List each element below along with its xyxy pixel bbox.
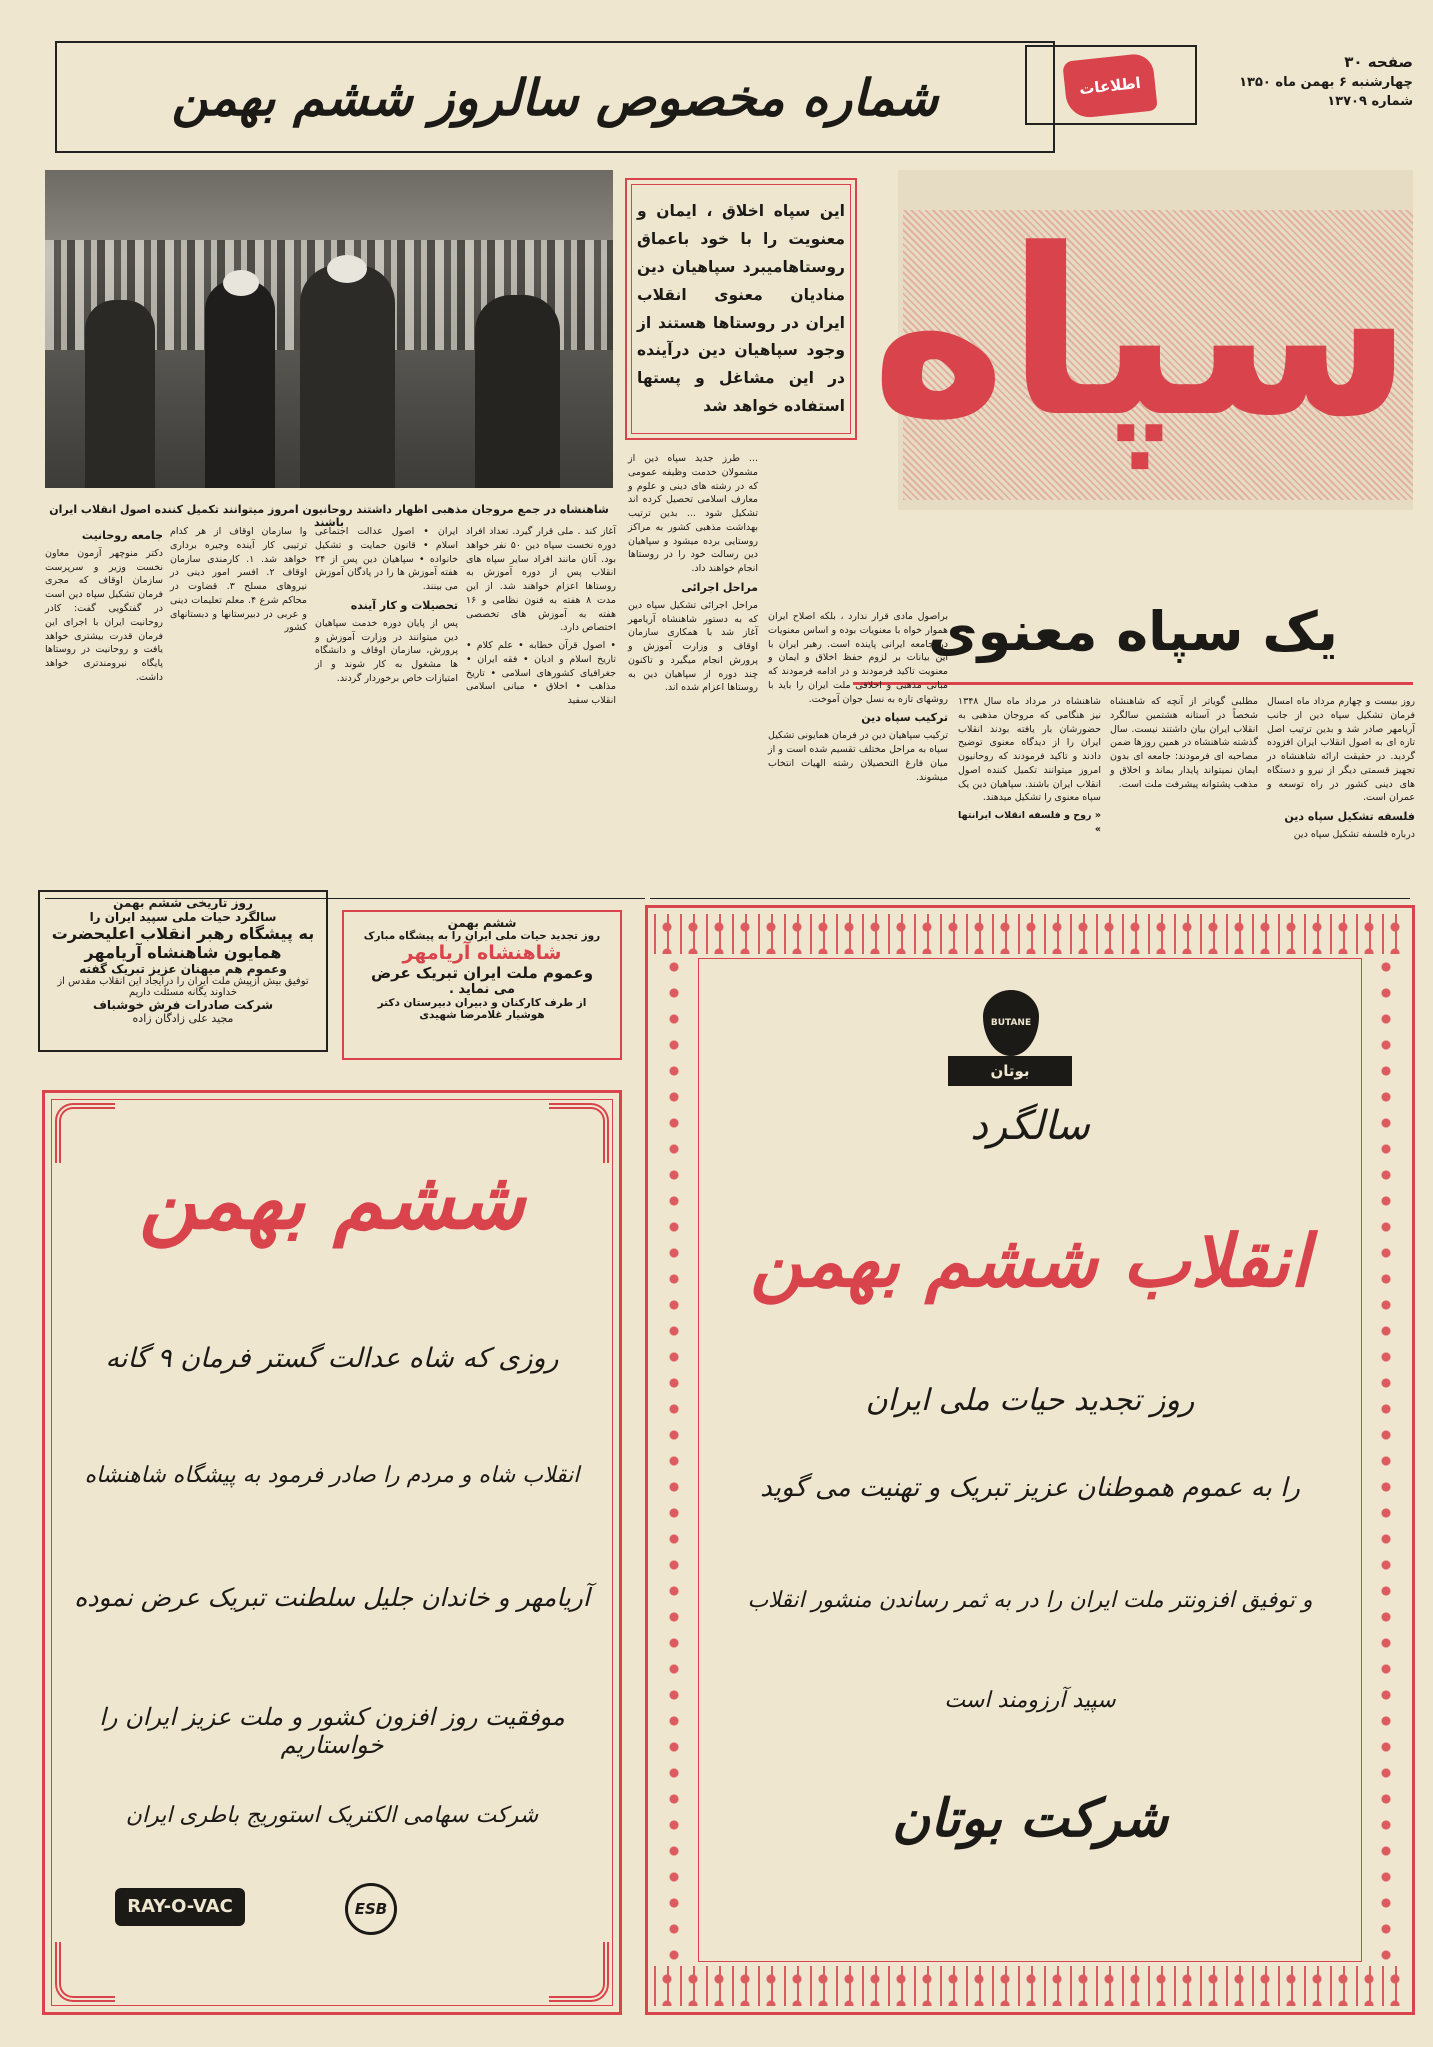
rayovac-logo: RAY-O-VAC <box>115 1888 245 1926</box>
ornament-border-left <box>654 954 694 1966</box>
ornament-border-right <box>1366 954 1406 1966</box>
article-col2: براصول مادی قرار ندارد ، بلکه اصلاح ایران هموار خواه با معنویات بوده و اساس معنویات در جامعه ایرانی پاینده است. رهبر ایران با این بیانات بر لزوم حفظ اخلاق و ایمان و معنویت تاکید فرمودند و در ادامه فرمودند که مبانی مذهبی و اخلاقی ملت ایران را باید با روشهای تازه به نسل جوان آموخت. ترکیب سپاه دین ترکیب سپاهیان دین در فرمان همایونی تشکیل سپاه به مراحل مختلف تقسیم شده است و از میان فارغ التحصیلان رشته الهیات انتخاب میشوند. <box>768 611 948 783</box>
photo-figure-1 <box>85 300 155 488</box>
section-head: تحصیلات و کار آینده <box>350 598 458 612</box>
subtitle: یک سپاه معنوی <box>928 600 1338 663</box>
ornament-border-top <box>654 914 1406 954</box>
sepah-title: سپاه <box>870 201 1413 468</box>
boxed-quote-text: این سپاه اخلاق ، ایمان و معنویت را با خود باعماق روستاهامیبرد سپاهیان دین منادیان معنوی انقلاب ایران در روستاها هستند از وجود سپاهیان دین درآینده در این مشاغل و پستها استفاده خواهد شد <box>637 202 845 416</box>
article-colA: آغاز کند . ملی قرار گیرد. تعداد افراد دوره نخست سپاه دین ۵۰ نفر خواهد بود. آنان مانند افراد سایر سپاه های انقلاب پس از دوره آموزش به روستاها اعزام خواهند شد. از این مدت ۸ هفته به فنون نظامی و ۱۶ هفته به آموزش های تخصصی اختصاص دارد. • اصول قرآن خطابه • علم کلام • تاریخ اسلام و ادیان • فقه ایران • جغرافیای کشورهای اسلامی • تاریخ مذاهب • اخلاق • مبانی اسلامی انقلاب سفید <box>466 526 616 707</box>
section-head: مراحل اجرائی <box>681 580 758 594</box>
article-col5: روز بیست و چهارم مرداد ماه امسال فرمان تشکیل سپاه دین از جانب آریامهر صادر شد و بدین ترتیب اصل تازه ای به اصول انقلاب ایران افزوده گردید. در حقیقت ارائه شاهنشاه در تجهیز قسمتی دیگر از نیرو و دستگاه های دینی کشور در راه توسعه و عمران است. فلسفه تشکیل سپاه دین درباره فلسفه تشکیل سپاه دین <box>1267 696 1415 841</box>
issue-number: شماره ۱۳۷۰۹ <box>1327 93 1413 109</box>
ad-butane: BUTANE بوتان سالگرد انقلاب ششم بهمن روز تجدید حیات ملی ایران را به عموم هموطنان عزیز تبریک و تهنیت می گوید و توفیق افزونتر ملت ایران را در به ثمر رساندن منشور انقلاب سپید آرزومند است شرکت بوتان <box>645 905 1415 2015</box>
photo-figure-2 <box>205 280 275 488</box>
photo-caption: شاهنشاه در جمع مروجان مذهبی اظهار داشتند روحانیون امروز میتوانند تکمیل کننده اصول انقلاب ایران باشند <box>49 503 609 529</box>
section-head: جامعه روحانیت <box>81 529 163 542</box>
ad-school: ششم بهمن روز تجدید حیات ملی ایران را به پیشگاه مبارک شاهنشاه آریامهر وعموم ملت ایران تبریک عرض می نماید . از طرف کارکنان و دبیران دبیرستان دکتر هوشیار غلامرضا شهیدی <box>342 910 622 1060</box>
ad-carpet: روز تاریخی ششم بهمن سالگرد حیات ملی سپید ایران را به پیشگاه رهبر انقلاب اعلیحضرت همایون شاهنشاه آریامهر وعموم هم میهنان عزیز تبریک گفته توفیق بیش ازپیش ملت ایران را درایجاد این انقلاب مقدس از خداوند یگانه مسئلت داریم شرکت صادرات فرش خوشباف مجید علی زادگان زاده <box>38 890 328 1052</box>
article-colB: ایران • اصول عدالت اجتماعی اسلام • قانون حمایت و تشکیل خانواده • سپاهیان دین پس از ۲۴ هفته آموزش ها را در پادگان آموزش می بینند. تحصیلات و کار آینده پس از پایان دوره خدمت سپاهیان دین میتوانند در وزارت آموزش و پرورش، سازمان اوقاف و دانشگاه ها مشغول به کار شوند و از امتیازات خاص برخوردار گردند. <box>315 526 458 684</box>
butane-drop-icon: BUTANE <box>983 990 1039 1056</box>
photo-figure-3 <box>300 265 395 488</box>
banner-title: شماره مخصوص سالروز ششم بهمن <box>171 67 939 127</box>
butane-headline: انقلاب ششم بهمن <box>750 1218 1310 1303</box>
banner-box <box>55 41 1055 153</box>
page-number: صفحه ۳۰ <box>1344 53 1413 71</box>
butane-company: شرکت بوتان <box>891 1788 1169 1849</box>
article-colC: وا سازمان اوقاف از هر کدام ترتیبی کار آینده وجیره برداری خواهد شد. ۱. کارمندی سازمان اوقاف ۲. افسر امور دینی در نیروهای مسلح ۳. قضاوت در محاکم شرع ۴. معلم تعلیمات دینی و عربی در دبیرستانها و دبستانهای کشور <box>170 526 308 634</box>
ad-rayovac: ششم بهمن روزی که شاه عدالت گستر فرمان ۹ گانه انقلاب شاه و مردم را صادر فرمود به پیشگاه شاهنشاه آریامهر و خاندان جلیل سلطنت تبریک عرض نموده موفقیت روز افزون کشور و ملت عزیز ایران را خواستاریم شرکت سهامی الکتریک استوریج باطری ایران RAY-O-VAC ESB <box>42 1090 622 2015</box>
section-head: فلسفه تشکیل سپاه دین <box>1284 810 1415 824</box>
boxed-quote <box>625 178 857 440</box>
corner-ornament <box>549 1942 609 2002</box>
rayovac-title: ششم بهمن <box>139 1153 525 1247</box>
issue-date: چهارشنبه ۶ بهمن ماه ۱۳۵۰ <box>1239 74 1413 90</box>
logo-emblem <box>1062 52 1158 119</box>
photo <box>45 170 613 488</box>
photo-turban-2 <box>327 255 367 283</box>
divider <box>650 898 1410 899</box>
title-block <box>870 170 1413 510</box>
logo-text: اطلاعات <box>1078 73 1142 99</box>
article-col1: ... طرز جدید سپاه دین از مشمولان خدمت وظیفه عمومی که در رشته های دینی و علوم و معارف اسلامی تحصیل کرده اند تشکیل شود ... بدین ترتیب بهداشت مذهبی کشور به مراکز روستایی برده میشود و سپاهیان دین رسالت خود را در روستاها انجام خواهند داد. مراحل اجرائی مراحل اجرائی تشکیل سپاه دین که به دستور شاهنشاه آریامهر آغاز شد با همکاری سازمان اوقاف و وزارت آموزش و پرورش انجام میگیرد و تاکنون چند دوره از سپاهیان دین به روستاها اعزام شده اند. <box>628 453 758 694</box>
ornament-border-bottom <box>654 1966 1406 2006</box>
photo-turban <box>223 270 259 296</box>
article-col4: مطلبی گویاتر از آنچه که شاهنشاه شخصاً در آستانه هشتمین سالگرد انقلاب ایران بیان داشتند نیست. سال گذشته شاهنشاه در همین روزها ضمن مصاحبه ای فرمودند: جامعه ای بدون ایمان نمیتواند پایدار بماند و اخلاق و مذهب پشتوانه پیشرفت ملت است. <box>1110 696 1258 790</box>
butane-logo-bar: بوتان <box>948 1056 1072 1086</box>
corner-ornament <box>55 1942 115 2002</box>
section-head: ترکیب سپاه دین <box>861 711 948 725</box>
article-col3: شاهنشاه در مرداد ماه سال ۱۳۴۸ نیز هنگامی که مروجان مذهبی به حضورشان بار یافته بودند انقلاب ایران را از دیدگاه معنوی توضیح دادند و تاکید فرمودند که روحانیون امروز میتوانند تکمیل کننده اصول انقلاب ایران باشند. سپاهیان دین یک سپاه معنوی را تشکیل میدهند. « روح و فلسفه انقلاب ایرانتها » <box>958 696 1101 835</box>
esb-logo: ESB <box>345 1883 397 1935</box>
photo-figure-4 <box>475 295 560 488</box>
masthead-info <box>1203 52 1413 111</box>
article-colD: جامعه روحانیت دکتر منوچهر آزمون معاون نخست وزیر و سرپرست سازمان اوقاف که مجری فرمان تشکیل سپاه دین است در گفتگویی گفت: کادر روحانیت ایران با اجرای این فرمان قدرت بیشتری خواهد یافت و روحانیت در روستاها پایگاه نیرومندتری خواهد داشت. <box>45 529 163 683</box>
